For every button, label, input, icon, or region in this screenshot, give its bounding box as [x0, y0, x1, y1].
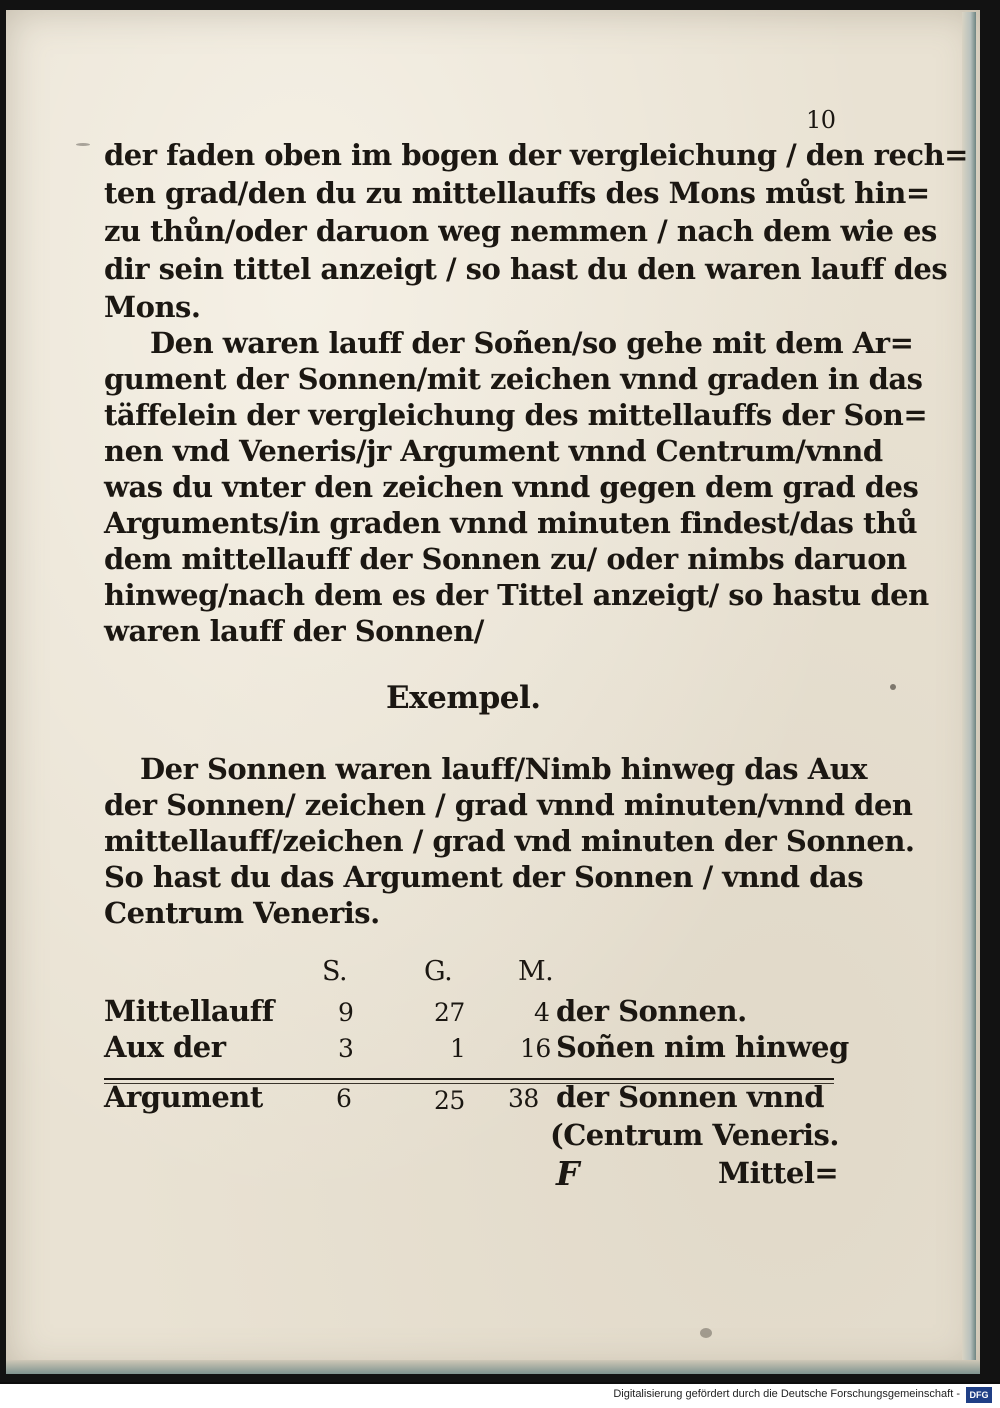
- table-row-note: der Sonnen.: [556, 994, 747, 1028]
- text-line: Mons.: [104, 290, 201, 324]
- table-row-label: Aux der: [104, 1030, 226, 1064]
- text-line: ten grad/den du zu mittellauffs des Mons můst hin=: [104, 176, 930, 210]
- table-cell-s: 9: [338, 998, 354, 1027]
- catchword: Mittel=: [718, 1156, 839, 1190]
- text-line: waren lauff der Sonnen/: [104, 614, 484, 648]
- text-line: täffelein der vergleichung des mittellauffs der Son=: [104, 398, 928, 432]
- page-number: 10: [806, 106, 836, 134]
- footer-bar: [0, 1384, 1000, 1408]
- text-line: So hast du das Argument der Sonnen / vnnd das: [104, 860, 864, 894]
- table-cell-s: 3: [338, 1034, 354, 1063]
- dfg-logo: DFG: [966, 1387, 992, 1403]
- text-line: der Sonnen/ zeichen / grad vnnd minuten/vnnd den: [104, 788, 913, 822]
- table-note-continuation: (Centrum Veneris.: [550, 1118, 839, 1152]
- table-cell-m: 38: [508, 1084, 539, 1113]
- text-line: hinweg/nach dem es der Tittel anzeigt/ so hastu den: [104, 578, 929, 612]
- text-line: der faden oben im bogen der vergleichung / den rech=: [104, 138, 968, 172]
- signature-mark: F: [556, 1154, 579, 1193]
- table-row-label: Mittellauff: [104, 994, 274, 1028]
- text-line: Arguments/in graden vnnd minuten findest/das thů: [104, 506, 918, 540]
- table-header-g: G.: [424, 956, 453, 987]
- table-row-note: Soñen nim hinweg: [556, 1030, 849, 1064]
- table-cell-g: 25: [434, 1086, 465, 1115]
- page-bottom-edge: [6, 1360, 980, 1374]
- table-header-m: M.: [518, 956, 554, 987]
- page-right-edge: [962, 12, 976, 1370]
- table-cell-g: 1: [450, 1034, 466, 1063]
- text-line: Den waren lauff der Soñen/so gehe mit dem Ar=: [150, 326, 914, 360]
- table-row-label: Argument: [104, 1080, 263, 1114]
- text-line: nen vnd Veneris/jr Argument vnnd Centrum/vnnd: [104, 434, 883, 468]
- text-line: dir sein tittel anzeigt / so hast du den waren lauff des: [104, 252, 948, 286]
- ink-speck: [890, 684, 896, 690]
- ink-speck: [76, 143, 90, 146]
- text-line: mittellauff/zeichen / grad vnd minuten der Sonnen.: [104, 824, 915, 858]
- text-line: Der Sonnen waren lauff/Nimb hinweg das Aux: [140, 752, 868, 786]
- footer-credit: Digitalisierung gefördert durch die Deutsche Forschungsgemeinschaft -: [613, 1388, 960, 1400]
- table-row-note: der Sonnen vnnd: [556, 1080, 824, 1114]
- text-line: Centrum Veneris.: [104, 896, 380, 930]
- section-heading: Exempel.: [386, 680, 541, 716]
- table-cell-s: 6: [336, 1084, 352, 1113]
- text-line: zu thůn/oder daruon weg nemmen / nach dem wie es: [104, 214, 937, 248]
- ink-speck: [700, 1328, 712, 1338]
- table-cell-m: 16: [520, 1034, 551, 1063]
- text-line: was du vnter den zeichen vnnd gegen dem grad des: [104, 470, 919, 504]
- text-line: gument der Sonnen/mit zeichen vnnd graden in das: [104, 362, 923, 396]
- table-cell-g: 27: [434, 998, 465, 1027]
- table-header-s: S.: [322, 956, 348, 987]
- text-line: dem mittellauff der Sonnen zu/ oder nimbs daruon: [104, 542, 907, 576]
- table-cell-m: 4: [534, 998, 550, 1027]
